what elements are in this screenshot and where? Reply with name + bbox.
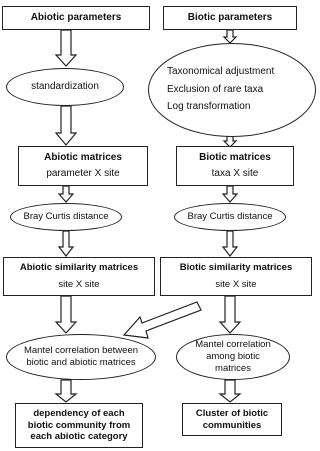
arrow-biotic-params-to-steps — [224, 30, 236, 43]
abiotic-parameters-box — [2, 6, 150, 30]
arrow-biotic-matrices-to-distance — [223, 186, 237, 202]
abiotic-similarity-box — [3, 257, 155, 296]
biotic-parameters-box — [163, 6, 297, 30]
standardization-label: standardization — [31, 80, 99, 92]
arrow-distance-to-abiotic-similarity — [59, 231, 73, 256]
abiotic-similarity-title: Abiotic similarity matrices — [19, 262, 139, 274]
abiotic-matrices-title: Abiotic matrices — [44, 151, 122, 163]
biotic-bray-curtis-label: Bray Curtis distance — [187, 211, 273, 223]
dependency-result-label: dependency of each biotic community from each abiotic category — [27, 407, 131, 443]
biotic-matrices-box — [176, 146, 294, 186]
abiotic-matrices-box — [18, 146, 148, 186]
arrow-mantel-between-to-dependency — [56, 380, 76, 402]
abiotic-bray-curtis-ellipse — [10, 203, 122, 231]
abiotic-similarity-subtitle: site X site — [58, 279, 100, 290]
dependency-result-box — [15, 403, 143, 448]
standardization-ellipse — [6, 68, 124, 106]
arrow-biotic-similarity-to-mantel-between — [124, 302, 201, 338]
arrow-abiotic-params-to-standardization — [56, 30, 76, 66]
mantel-among-ellipse — [176, 334, 290, 380]
biotic-steps-ellipse — [148, 43, 316, 137]
biotic-matrices-title: Biotic matrices — [199, 151, 271, 163]
mantel-between-ellipse — [6, 334, 156, 380]
arrow-mantel-among-to-cluster — [220, 380, 240, 402]
cluster-result-box — [182, 403, 282, 436]
abiotic-parameters-label: Abiotic parameters — [30, 11, 122, 23]
arrow-biotic-similarity-to-mantel-among — [220, 296, 240, 333]
cluster-result-label: Cluster of biotic communities — [195, 407, 269, 431]
abiotic-bray-curtis-label: Bray Curtis distance — [23, 211, 109, 223]
abiotic-matrices-subtitle: parameter X site — [46, 168, 120, 179]
arrow-standardization-to-abiotic-matrices — [56, 106, 76, 145]
arrow-abiotic-similarity-to-mantel-between — [56, 296, 76, 333]
step-taxonomical-adjustment: Taxonomical adjustment — [167, 66, 275, 78]
biotic-similarity-title: Biotic similarity matrices — [179, 262, 293, 274]
biotic-similarity-subtitle: site X site — [215, 279, 257, 290]
step-exclusion-rare-taxa: Exclusion of rare taxa — [167, 83, 264, 95]
mantel-among-label: Mantel correlation among biotic matrices — [195, 339, 271, 374]
biotic-parameters-label: Biotic parameters — [187, 11, 273, 23]
biotic-matrices-subtitle: taxa X site — [211, 168, 259, 179]
biotic-bray-curtis-ellipse — [174, 203, 286, 231]
arrow-distance-to-biotic-similarity — [223, 231, 237, 256]
step-log-transformation: Log transformation — [167, 101, 251, 113]
arrow-abiotic-matrices-to-distance — [59, 186, 73, 202]
mantel-between-label: Mantel correlation between biotic and abiotic matrices — [23, 345, 139, 368]
biotic-similarity-box — [160, 257, 312, 296]
